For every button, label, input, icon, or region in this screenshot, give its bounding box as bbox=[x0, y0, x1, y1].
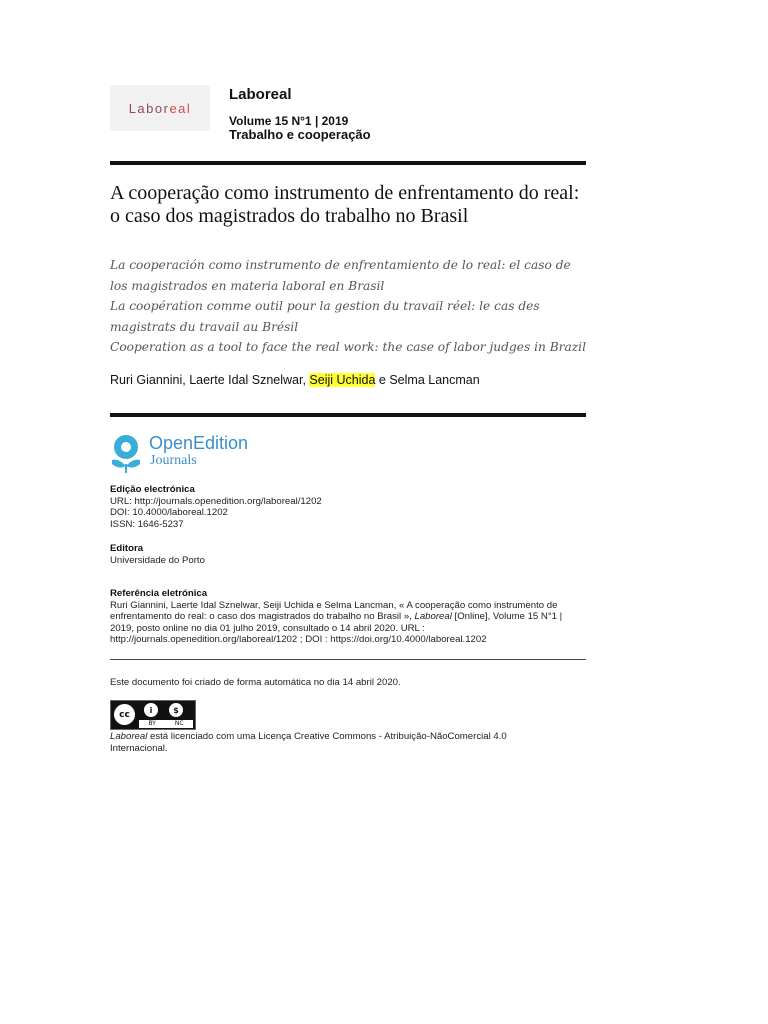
reference-text bbox=[110, 600, 588, 646]
reference-journal: Laboreal bbox=[414, 611, 452, 623]
openedition-flower-icon bbox=[110, 434, 144, 474]
article-title: A cooperação como instrumento de enfrentamento do real: o caso dos magistrados do trabalho no Brasil bbox=[110, 182, 580, 227]
journal-logo bbox=[110, 85, 210, 131]
electronic-edition-issn: ISSN: 1646-5237 bbox=[110, 518, 184, 530]
cc-badge-labels bbox=[139, 720, 193, 728]
openedition-name: OpenEdition bbox=[149, 433, 249, 453]
by-person-icon: i bbox=[144, 703, 158, 717]
cc-license-badge[interactable] bbox=[110, 700, 196, 730]
title-spanish: La cooperación como instrumento de enfrentamiento de lo real: el caso de los magistrados en materia laboral en Brasil bbox=[110, 258, 571, 293]
issue-theme: Trabalho e cooperação bbox=[229, 127, 371, 142]
electronic-edition-url[interactable]: URL: http://journals.openedition.org/laboreal/1202 bbox=[110, 495, 322, 507]
publisher-block bbox=[110, 543, 590, 566]
license-text bbox=[110, 731, 550, 754]
publisher-value: Universidade do Porto bbox=[110, 554, 205, 566]
authors bbox=[110, 373, 480, 387]
authors-text-before: Ruri Giannini, Laerte Idal Sznelwar, bbox=[110, 373, 310, 387]
middle-divider bbox=[110, 413, 586, 417]
bottom-divider bbox=[110, 659, 586, 660]
license-body: está licenciado com uma Licença Creative Commons - Atribuição-NãoComercial 4.0 Internacional. bbox=[110, 731, 507, 754]
cc-icon: cc bbox=[114, 704, 135, 725]
electronic-edition-label: Edição electrónica bbox=[110, 484, 195, 495]
title-french: La coopération comme outil pour la gestion du travail réel: le cas des magistrats du travail au Brésil bbox=[110, 299, 540, 334]
authors-text-after: e Selma Lancman bbox=[375, 373, 480, 387]
journal-title: Laboreal bbox=[229, 86, 292, 103]
alternate-titles bbox=[110, 255, 586, 358]
generated-note: Este documento foi criado de forma automática no dia 14 abril 2020. bbox=[110, 677, 401, 688]
journal-logo-text: Laboreal bbox=[128, 100, 192, 116]
license-journal: Laboreal bbox=[110, 731, 148, 742]
electronic-edition-doi[interactable]: DOI: 10.4000/laboreal.1202 bbox=[110, 507, 228, 519]
cc-by-label: BY bbox=[148, 720, 156, 727]
reference-block bbox=[110, 588, 588, 646]
reference-label: Referência eletrónica bbox=[110, 588, 208, 599]
top-divider bbox=[110, 161, 586, 165]
author-highlighted: Seiji Uchida bbox=[309, 373, 376, 387]
reference-part1: Ruri Giannini, Laerte Idal Sznelwar, Seiji Uchida e Selma Lancman, « A cooperação como instrumento de enfrentamento do real: o caso dos magistrados do trabalho no Brasil », bbox=[110, 599, 558, 623]
cc-nc-label: NC bbox=[174, 720, 184, 727]
nc-dollar-icon: $ bbox=[169, 703, 183, 717]
title-english: Cooperation as a tool to face the real work: the case of labor judges in Brazil bbox=[110, 340, 586, 354]
electronic-edition-block bbox=[110, 484, 590, 530]
issue-line: Volume 15 N°1 | 2019 bbox=[229, 114, 349, 128]
openedition-sub: Journals bbox=[150, 453, 197, 468]
publisher-label: Editora bbox=[110, 543, 144, 554]
reference-part2: [Online], Volume 15 N°1 | 2019, posto online no dia 01 julho 2019, consultado o 14 abril 2020. URL : http://journals.openedition.org/laboreal/1202 ; DOI : https://doi.org/10.4000/laboreal.1202 bbox=[110, 611, 563, 646]
